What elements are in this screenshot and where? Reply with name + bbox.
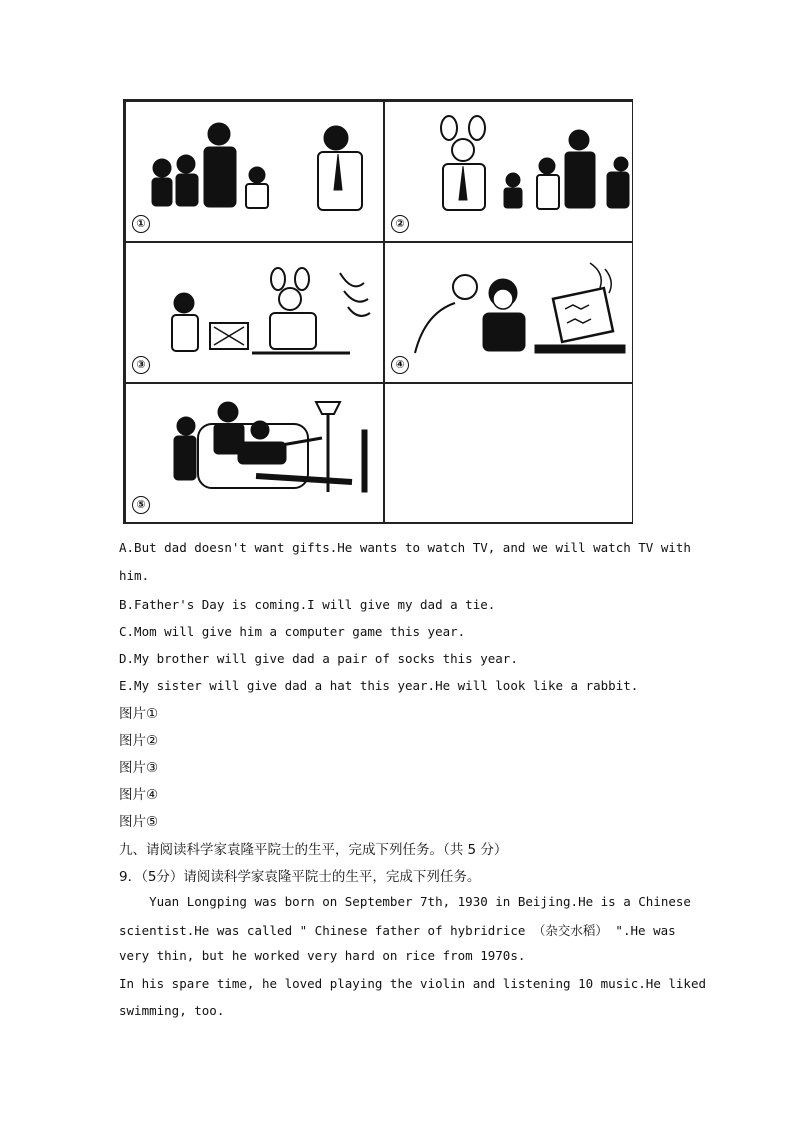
question-heading: 9．（5分）请阅读科学家袁隆平院士的生平，完成下列任务。 (119, 869, 481, 885)
answer-picture-3: 图片③ (119, 760, 159, 776)
sentence-a-continued: him. (119, 568, 150, 583)
picture-5 (125, 383, 384, 523)
picture-3-drawing (126, 243, 384, 383)
picture-1-number: ① (132, 215, 150, 233)
picture-2-number: ② (391, 215, 409, 233)
picture-5-number: ⑤ (132, 496, 150, 514)
picture-4-drawing (385, 243, 633, 383)
picture-3-number: ③ (132, 356, 150, 374)
picture-1 (125, 101, 384, 242)
passage-line-4: In his spare time, he loved playing the violin and listening 10 music.He liked (119, 976, 706, 991)
empty-cell (384, 383, 633, 523)
answer-picture-2: 图片② (119, 733, 159, 749)
passage-line-2: scientist.He was called " Chinese father of hybridrice （杂交水稻） ".He was (119, 923, 676, 938)
picture-1-drawing (126, 102, 384, 242)
passage-line-1: Yuan Longping was born on September 7th, 1930 in Beijing.He is a Chinese (119, 894, 691, 909)
picture-2-drawing (385, 102, 633, 242)
picture-5-drawing (126, 384, 384, 523)
sentence-d: D.My brother will give dad a pair of socks this year. (119, 651, 518, 666)
picture-4 (384, 242, 633, 383)
answer-picture-1: 图片① (119, 706, 159, 722)
picture-3 (125, 242, 384, 383)
sentence-e: E.My sister will give dad a hat this year.He will look like a rabbit. (119, 678, 639, 693)
picture-2 (384, 101, 633, 242)
sentence-b: B.Father's Day is coming.I will give my dad a tie. (119, 597, 496, 612)
passage-line-3: very thin, but he worked very hard on rice from 1970s. (119, 948, 526, 963)
section-heading: 九、请阅读科学家袁隆平院士的生平，完成下列任务。（共 5 分） (119, 842, 508, 858)
picture-grid (123, 99, 633, 524)
picture-4-number: ④ (391, 356, 409, 374)
answer-picture-4: 图片④ (119, 787, 159, 803)
passage-line-5: swimming, too. (119, 1003, 225, 1018)
sentence-a: A.But dad doesn't want gifts.He wants to watch TV, and we will watch TV with (119, 540, 691, 555)
answer-picture-5: 图片⑤ (119, 814, 159, 830)
sentence-c: C.Mom will give him a computer game this year. (119, 624, 466, 639)
